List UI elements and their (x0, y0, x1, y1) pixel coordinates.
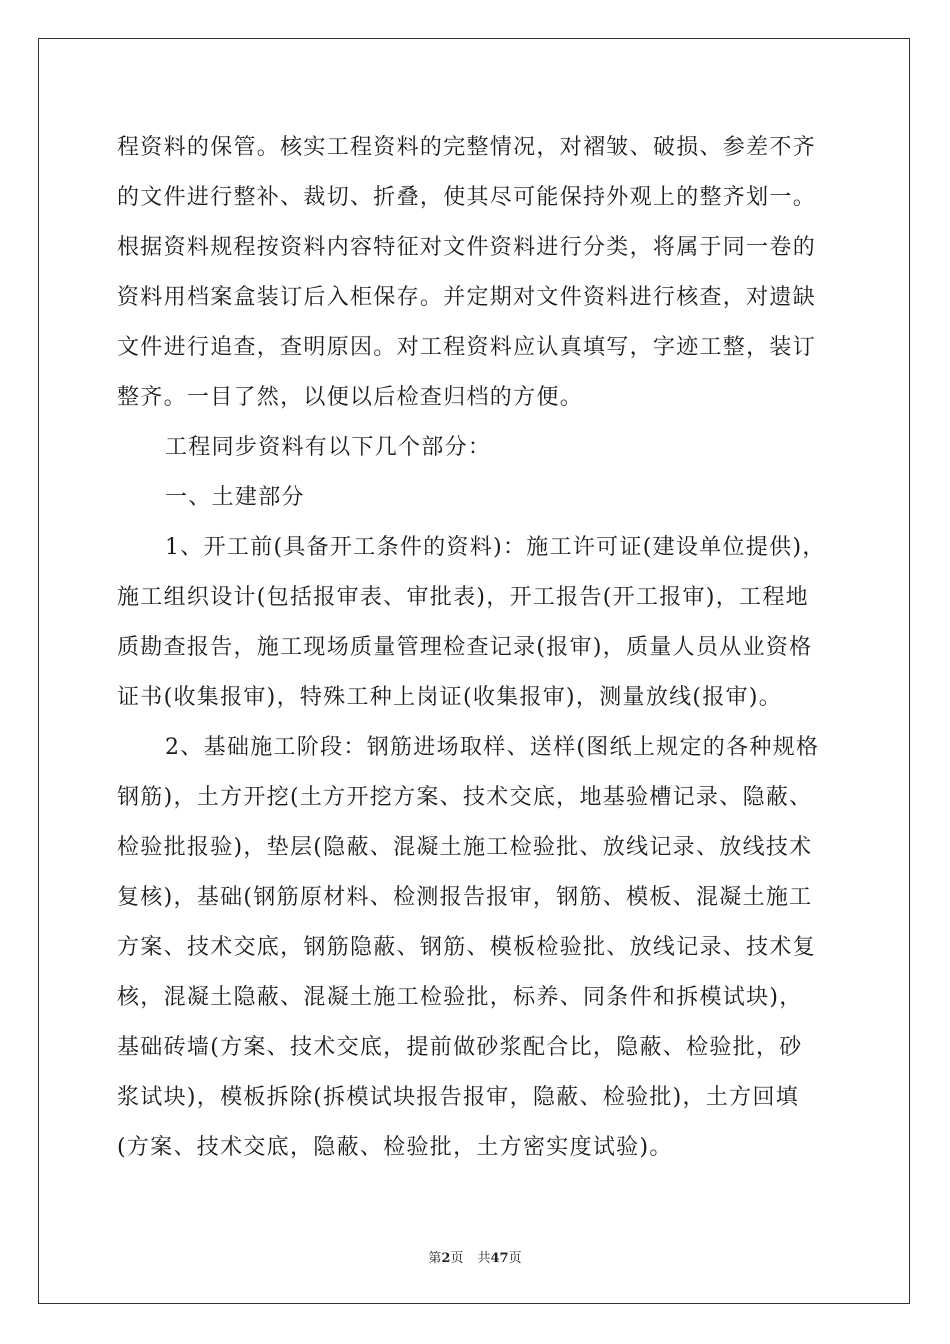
text-line: 检验批报验)，垫层(隐蔽、混凝土施工检验批、放线记录、放线技术 (117, 835, 813, 860)
text-line: 工程同步资料有以下几个部分： (165, 435, 492, 460)
text-line: 浆试块)，模板拆除(拆模试块报告报审，隐蔽、检验批)，土方回填 (117, 1085, 800, 1110)
text-line: 文件进行追查，查明原因。对工程资料应认真填写，字迹工整，装订 (117, 335, 817, 360)
text-line: 方案、技术交底，钢筋隐蔽、钢筋、模板检验批、放线记录、技术复 (117, 935, 817, 960)
total-pages: 47 (490, 1251, 509, 1266)
text-line: 证书(收集报审)，特殊工种上岗证(收集报审)，测量放线(报审)。 (117, 685, 783, 710)
text-line: 资料用档案盒装订后入柜保存。并定期对文件资料进行核查，对遗缺 (117, 285, 817, 310)
page-suffix: 页 (450, 1251, 464, 1266)
total-prefix: 共 (477, 1251, 491, 1266)
text-line: 的文件进行整补、裁切、折叠，使其尽可能保持外观上的整齐划一。 (117, 185, 817, 210)
text-line: 根据资料规程按资料内容特征对文件资料进行分类，将属于同一卷的 (117, 235, 817, 260)
text-line: 程资料的保管。核实工程资料的完整情况，对褶皱、破损、参差不齐 (117, 135, 817, 160)
document-body (117, 123, 833, 1173)
section-heading: 一、土建部分 (165, 485, 305, 510)
text-line: 核，混凝土隐蔽、混凝土施工检验批，标养、同条件和拆模试块)， (117, 985, 803, 1010)
text-line: (方案、技术交底，隐蔽、检验批，土方密实度试验)。 (117, 1135, 673, 1160)
text-line: 复核)，基础(钢筋原材料、检测报告报审，钢筋、模板、混凝土施工 (117, 885, 813, 910)
total-suffix: 页 (508, 1251, 522, 1266)
text-line: 1、开工前(具备开工条件的资料)：施工许可证(建设单位提供)， (165, 535, 826, 560)
text-line: 质勘查报告，施工现场质量管理检查记录(报审)，质量人员从业资格 (117, 635, 813, 660)
page-prefix: 第 (428, 1251, 442, 1266)
text-line: 钢筋)，土方开挖(土方开挖方案、技术交底，地基验槽记录、隐蔽、 (117, 785, 813, 810)
text-line: 基础砖墙(方案、技术交底，提前做砂浆配合比，隐蔽、检验批，砂 (117, 1035, 803, 1060)
text-line: 整齐。一目了然，以便以后检查归档的方便。 (117, 385, 584, 410)
text-line: 2、基础施工阶段：钢筋进场取样、送样(图纸上规定的各种规格 (165, 735, 820, 760)
text-line: 施工组织设计(包括报审表、审批表)，开工报告(开工报审)，工程地 (117, 585, 809, 610)
page-number: 2 (441, 1251, 451, 1266)
page-footer (0, 1247, 950, 1266)
